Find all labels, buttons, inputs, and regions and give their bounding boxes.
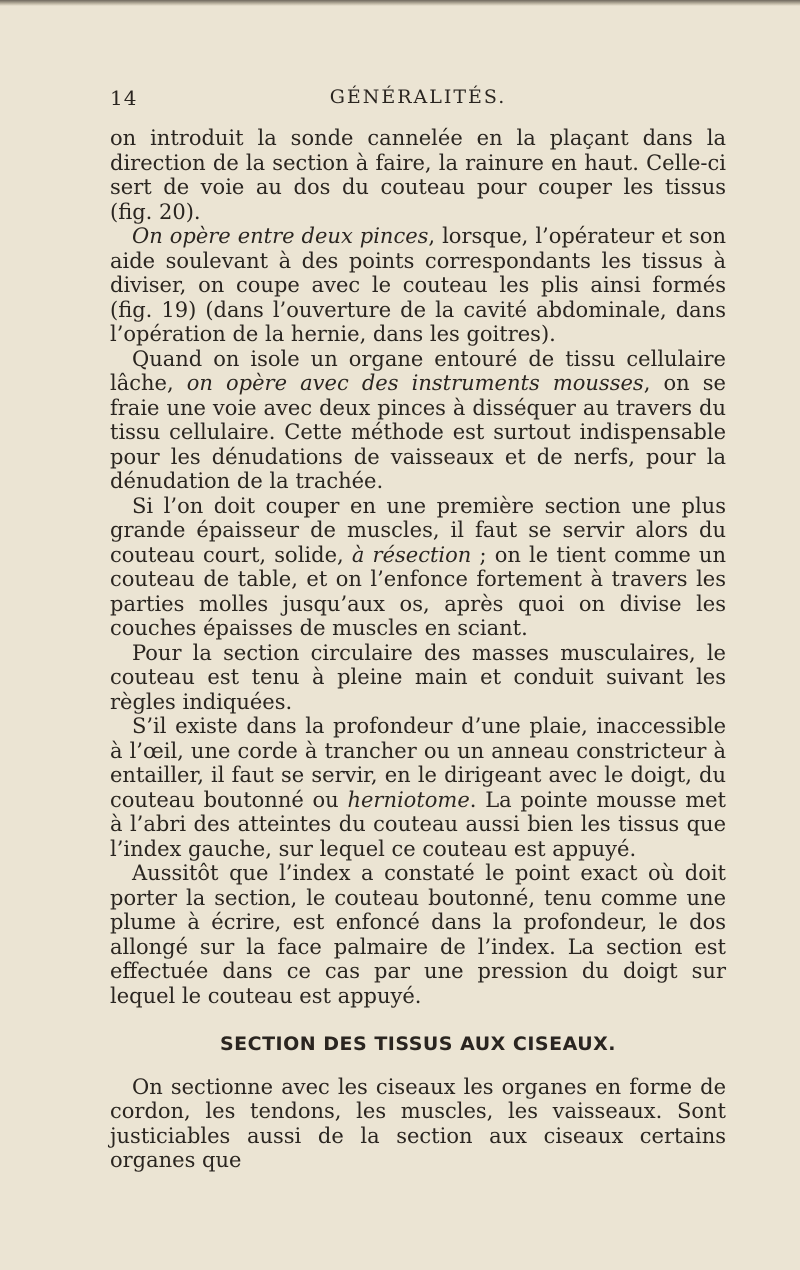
paragraph-5-text: Pour la section circulaire des masses musculaires, le couteau est tenu à pleine main et conduit suivant les règles indiquées. xyxy=(110,640,726,714)
paragraph-3 xyxy=(110,347,726,494)
paragraph-4-text-before: Si l’on doit couper en une première section une plus grande épaisseur de muscles, il faut se servir alors du couteau court, solide, xyxy=(110,493,726,567)
paragraph-1 xyxy=(110,126,726,224)
paragraph-6-text-before: S’il existe dans la profondeur d’une plaie, inaccessible à l’œil, une corde à trancher ou un anneau constricteur à entailler, il faut se servir, en le dirigeant avec le doigt, du couteau boutonné ou xyxy=(110,714,726,812)
paragraph-7-text: Aussitôt que l’index a constaté le point exact où doit porter la section, le couteau boutonné, tenu comme une plume à écrire, est enfoncé dans la profondeur, le dos allongé sur la face palmaire de l’index. La section est effectuée dans ce cas par une pression du doigt sur lequel le couteau est appuyé. xyxy=(110,861,726,1008)
paragraph-3-text-before: Quand on isole un organe entouré de tissu cellulaire lâche, xyxy=(110,346,726,395)
paragraph-6-italic: herniotome xyxy=(347,787,470,812)
paragraph-1-text: on introduit la sonde cannelée en la plaçant dans la direction de la section à faire, la rainure en haut. Celle-ci sert de voie au dos du couteau pour couper les tissus (fig. 20). xyxy=(110,126,726,224)
top-edge-rule xyxy=(0,0,800,6)
page-number: 14 xyxy=(110,86,138,110)
paragraph-6-text-after: . La pointe mousse met à l’abri des atteintes du couteau aussi bien les tissus que l’index gauche, sur lequel ce couteau est appuyé. xyxy=(110,787,726,861)
paragraph-4-text-after: ; on le tient comme un couteau de table, et on l’enfonce fortement à travers les parties molles jusqu’aux os, après quoi on divise les couches épaisses de muscles en sciant. xyxy=(110,542,726,640)
page-header xyxy=(110,86,726,116)
paragraph-2-text: , lorsque, l’opérateur et son aide soulevant à des points correspondants les tissus à diviser, on coupe avec le couteau les plis ainsi formés (fig. 19) (dans l’ouverture de la cavité abdominale, dans l’opération de la hernie, dans les goitres). xyxy=(110,224,726,346)
paragraph-5 xyxy=(110,641,726,715)
section-heading: SECTION DES TISSUS AUX CISEAUX. xyxy=(219,1033,617,1055)
paragraph-4 xyxy=(110,494,726,641)
paragraph-2 xyxy=(110,224,726,347)
paragraph-4-italic: à résection xyxy=(351,542,472,567)
paragraph-3-text-after: , on se fraie une voie avec deux pinces à disséquer au travers du tissu cellulaire. Cette méthode est surtout indispensable pour les dénudations de vaisseaux et de nerfs, pour la dénudation de la trachée. xyxy=(110,371,726,493)
book-page xyxy=(110,86,726,1173)
paragraph-2-italic: On opère entre deux pinces xyxy=(132,224,429,248)
paragraph-6 xyxy=(110,714,726,861)
paragraph-7 xyxy=(110,861,726,1008)
section-paragraph xyxy=(110,1075,726,1173)
section-paragraph-text: On sectionne avec les ciseaux les organes en forme de cordon, les tendons, les muscles, les vaisseaux. Sont justiciables aussi de la section aux ciseaux certains organes que xyxy=(110,1074,726,1172)
paragraph-3-italic: on opère avec des instruments mousses xyxy=(186,371,644,395)
running-head: GÉNÉRALITÉS. xyxy=(329,86,507,108)
body-text xyxy=(110,126,726,1173)
